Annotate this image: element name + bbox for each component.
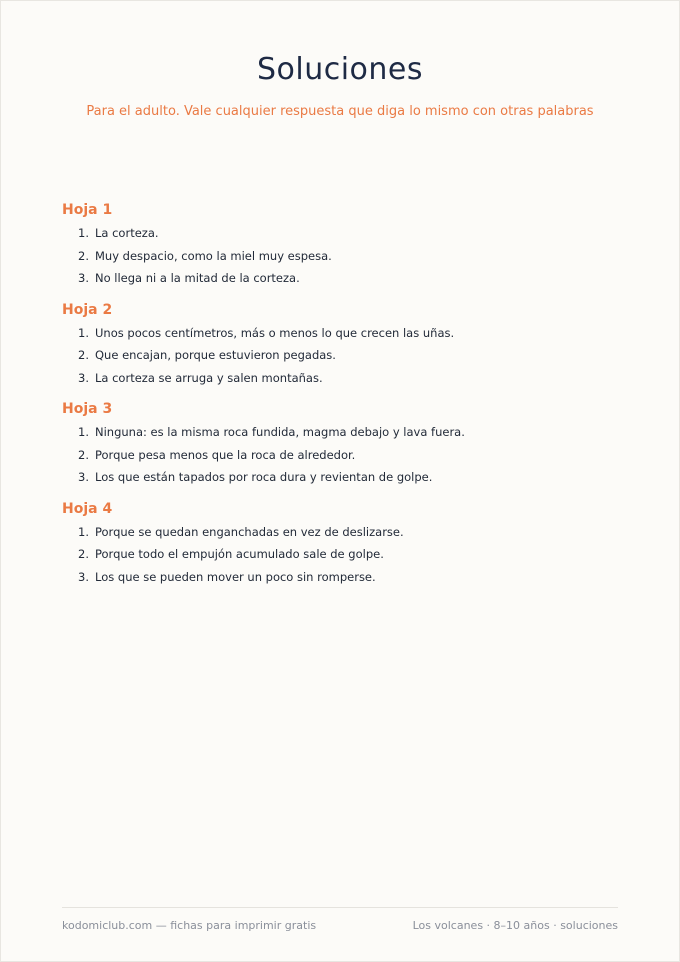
answer-item — [62, 444, 622, 467]
answer-number: 1. — [78, 325, 89, 340]
answer-text: Ninguna: es la misma roca fundida, magma debajo y lava fuera. — [95, 425, 465, 439]
section-hoja-1 — [62, 200, 622, 290]
answer-number: 2. — [78, 547, 89, 561]
section-hoja-3 — [62, 399, 622, 489]
answer-item — [62, 322, 622, 345]
section-hoja-4 — [62, 499, 622, 589]
answer-number: 2. — [78, 348, 89, 362]
answer-text: Muy despacio, como la miel muy espesa. — [95, 248, 332, 263]
answer-item — [62, 543, 622, 566]
answer-number: 3. — [78, 470, 89, 484]
answer-text: La corteza se arruga y salen montañas. — [95, 370, 323, 385]
answer-item — [62, 421, 622, 444]
section-title: Hoja 1 — [62, 202, 113, 218]
answer-list — [62, 521, 622, 589]
answer-text: Unos pocos centímetros, más o menos lo que crecen las uñas. — [95, 325, 455, 340]
answer-number: 2. — [78, 447, 89, 462]
answer-number: 3. — [78, 569, 89, 584]
answer-number: 2. — [78, 248, 89, 263]
page-subtitle: Para el adulto. Vale cualquier respuesta que diga lo mismo con otras palabras — [86, 104, 594, 119]
section-title: Hoja 4 — [62, 500, 113, 517]
answer-number: 1. — [78, 226, 89, 240]
answer-text: Porque se quedan enganchadas en vez de deslizarse. — [95, 524, 404, 539]
answer-item — [62, 367, 622, 390]
answer-item — [62, 245, 622, 268]
footer-worksheet-info: Los volcanes · 8–10 años · soluciones — [412, 919, 618, 932]
section-title: Hoja 2 — [62, 301, 113, 318]
answer-item — [62, 222, 622, 245]
answer-number: 3. — [78, 370, 89, 385]
answer-list — [62, 222, 622, 290]
footer-divider — [62, 907, 618, 908]
answer-item — [62, 466, 622, 489]
answer-text: Porque pesa menos que la roca de alrededor. — [95, 447, 356, 462]
solutions-list — [62, 200, 622, 598]
answer-text: No llega ni a la mitad de la corteza. — [95, 271, 300, 285]
page-title: Soluciones — [256, 52, 424, 87]
answer-text: Los que están tapados por roca dura y revientan de golpe. — [95, 470, 433, 484]
answer-item — [62, 344, 622, 367]
answer-item — [62, 521, 622, 544]
footer-site-credit: kodomiclub.com — fichas para imprimir gratis — [62, 919, 317, 932]
answer-number: 1. — [78, 425, 89, 439]
answer-item — [62, 566, 622, 589]
answer-list — [62, 322, 622, 390]
answer-item — [62, 267, 622, 290]
answer-text: Porque todo el empujón acumulado sale de golpe. — [95, 547, 384, 561]
section-hoja-2 — [62, 300, 622, 390]
section-title: Hoja 3 — [62, 401, 113, 417]
answer-list — [62, 421, 622, 489]
answer-text: Los que se pueden mover un poco sin romperse. — [95, 569, 376, 584]
answer-text: Que encajan, porque estuvieron pegadas. — [95, 348, 336, 362]
answer-number: 3. — [78, 271, 89, 285]
answer-text: La corteza. — [95, 226, 159, 240]
answer-number: 1. — [78, 524, 89, 539]
